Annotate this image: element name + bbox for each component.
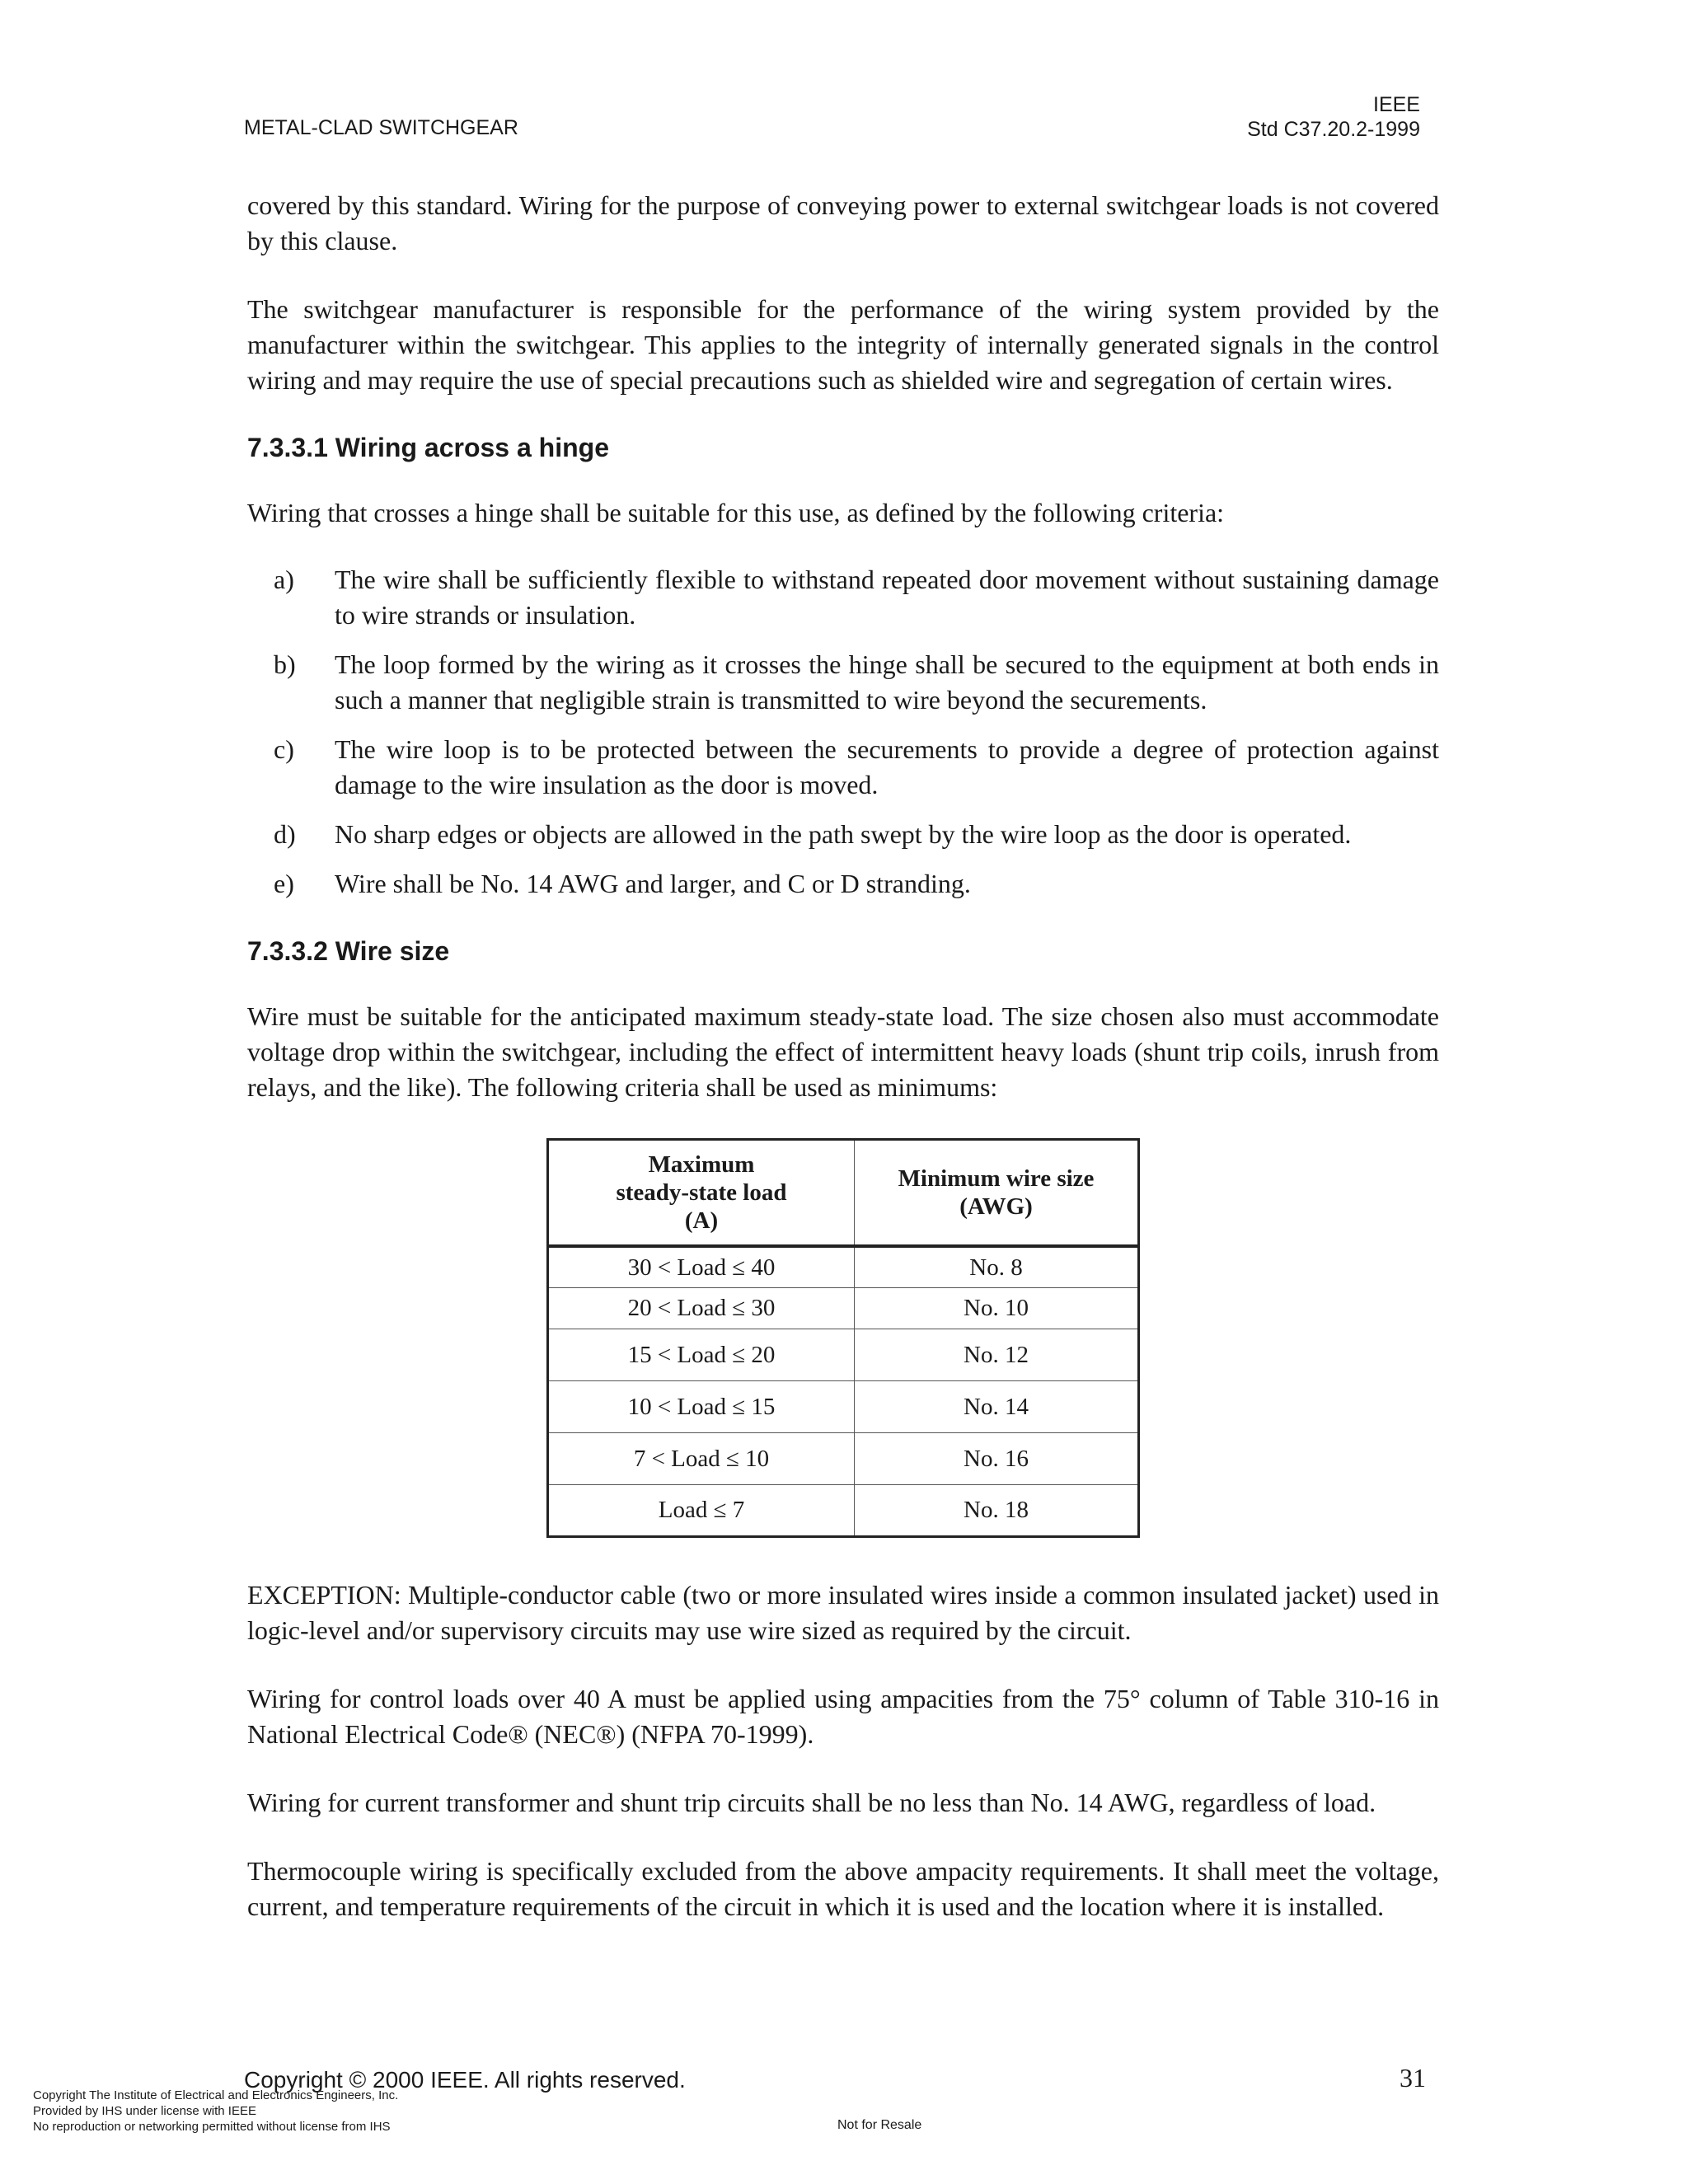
list-item-label: e) [274, 869, 294, 898]
section-heading-hinge: 7.3.3.1 Wiring across a hinge [247, 433, 609, 462]
list-item-text: The loop formed by the wiring as it crosses the hinge shall be secured to the equipment at both ends in such a manner that negligible strain is transmitted to wire beyond the securements. [335, 649, 1439, 715]
list-item-text: No sharp edges or objects are allowed in the path swept by the wire loop as the door is operated. [335, 819, 1352, 849]
list-item-label: c) [274, 734, 294, 764]
cell-load: 7 < Load ≤ 10 [548, 1432, 855, 1484]
cell-size: No. 10 [855, 1287, 1139, 1329]
list-item-text: The wire loop is to be protected between the securements to provide a degree of protection against damage to the wire insulation as the door is moved. [335, 734, 1439, 799]
paragraph-wire-size: Wire must be suitable for the anticipated maximum steady-state load. The size chosen also must accommodate voltage drop within the switchgear, including the effect of intermittent heavy loads (shunt trip coils, inrush from relays, and the like). The following criteria shall be used as minimums: [247, 1001, 1439, 1102]
page-content [247, 188, 1439, 1924]
table-row [548, 1432, 1139, 1484]
paragraph-intro: covered by this standard. Wiring for the purpose of conveying power to external switchgear loads is not covered by this clause. [247, 190, 1439, 255]
criteria-list [247, 562, 1439, 902]
list-item-text: The wire shall be sufficiently flexible to withstand repeated door movement without sustaining damage to wire strands or insulation. [335, 565, 1439, 630]
list-item-label: a) [274, 565, 294, 594]
running-header-standard [1247, 92, 1420, 142]
wire-size-table [546, 1138, 1140, 1538]
paragraph-thermocouple: Thermocouple wiring is specifically excluded from the above ampacity requirements. It shall meet the voltage, current, and temperature requirements of the circuit in which it is used and the location where it is installed. [247, 1855, 1439, 1921]
table-header-row [548, 1140, 1139, 1247]
list-item [247, 817, 1439, 852]
header-std-number: Std C37.20.2-1999 [1247, 118, 1420, 141]
page-number: 31 [1400, 2063, 1426, 2093]
table-row [548, 1329, 1139, 1380]
list-item [247, 647, 1439, 718]
not-for-resale-notice: Not for Resale [837, 2118, 922, 2132]
table-row [548, 1246, 1139, 1287]
cell-size: No. 18 [855, 1484, 1139, 1536]
cell-load: 20 < Load ≤ 30 [548, 1287, 855, 1329]
cell-load: 10 < Load ≤ 15 [548, 1380, 855, 1432]
cell-load: 15 < Load ≤ 20 [548, 1329, 855, 1380]
paragraph-manufacturer: The switchgear manufacturer is responsible for the performance of the wiring system provided by the manufacturer within the switchgear. This applies to the integrity of internally generated signals in the control wiring and may require the use of special precautions such as shielded wire and segregation of certain wires. [247, 294, 1439, 395]
paragraph-hinge-criteria: Wiring that crosses a hinge shall be suitable for this use, as defined by the following criteria: [247, 498, 1225, 527]
table-row [548, 1380, 1139, 1432]
list-item [247, 866, 1439, 902]
cell-load: 30 < Load ≤ 40 [548, 1246, 855, 1287]
list-item-label: d) [274, 819, 296, 849]
cell-size: No. 12 [855, 1329, 1139, 1380]
ihs-license-notice: Copyright The Institute of Electrical and Electronics Engineers, Inc. Provided by IHS under license with IEEE No reproduction or networking permitted without license from IHS [33, 2088, 399, 2134]
header-org: IEEE [1373, 93, 1420, 116]
section-heading-wire-size: 7.3.3.2 Wire size [247, 936, 450, 966]
table-row [548, 1287, 1139, 1329]
paragraph-exception: EXCEPTION: Multiple-conductor cable (two or more insulated wires inside a common insulated jacket) used in logic-level and/or supervisory circuits may use wire sized as required by the circuit. [247, 1579, 1439, 1645]
column-header-wire-size: Minimum wire size (AWG) [855, 1140, 1139, 1247]
paragraph-current-transformer: Wiring for current transformer and shunt trip circuits shall be no less than No. 14 AWG, regardless of load. [247, 1787, 1376, 1817]
list-item [247, 732, 1439, 803]
list-item [247, 562, 1439, 633]
cell-size: No. 14 [855, 1380, 1139, 1432]
footer-copyright: Copyright © 2000 IEEE. All rights reserved. [244, 2067, 686, 2093]
paragraph-control-loads: Wiring for control loads over 40 A must be applied using ampacities from the 75° column of Table 310-16 in National Electrical Code® (NEC®) (NFPA 70-1999). [247, 1683, 1439, 1749]
list-item-text: Wire shall be No. 14 AWG and larger, and C or D stranding. [335, 869, 971, 898]
table-row [548, 1484, 1139, 1536]
list-item-label: b) [274, 649, 296, 679]
cell-size: No. 8 [855, 1246, 1139, 1287]
running-header-title: METAL-CLAD SWITCHGEAR [244, 116, 518, 139]
column-header-load: Maximum steady-state load (A) [548, 1140, 855, 1247]
cell-size: No. 16 [855, 1432, 1139, 1484]
cell-load: Load ≤ 7 [548, 1484, 855, 1536]
